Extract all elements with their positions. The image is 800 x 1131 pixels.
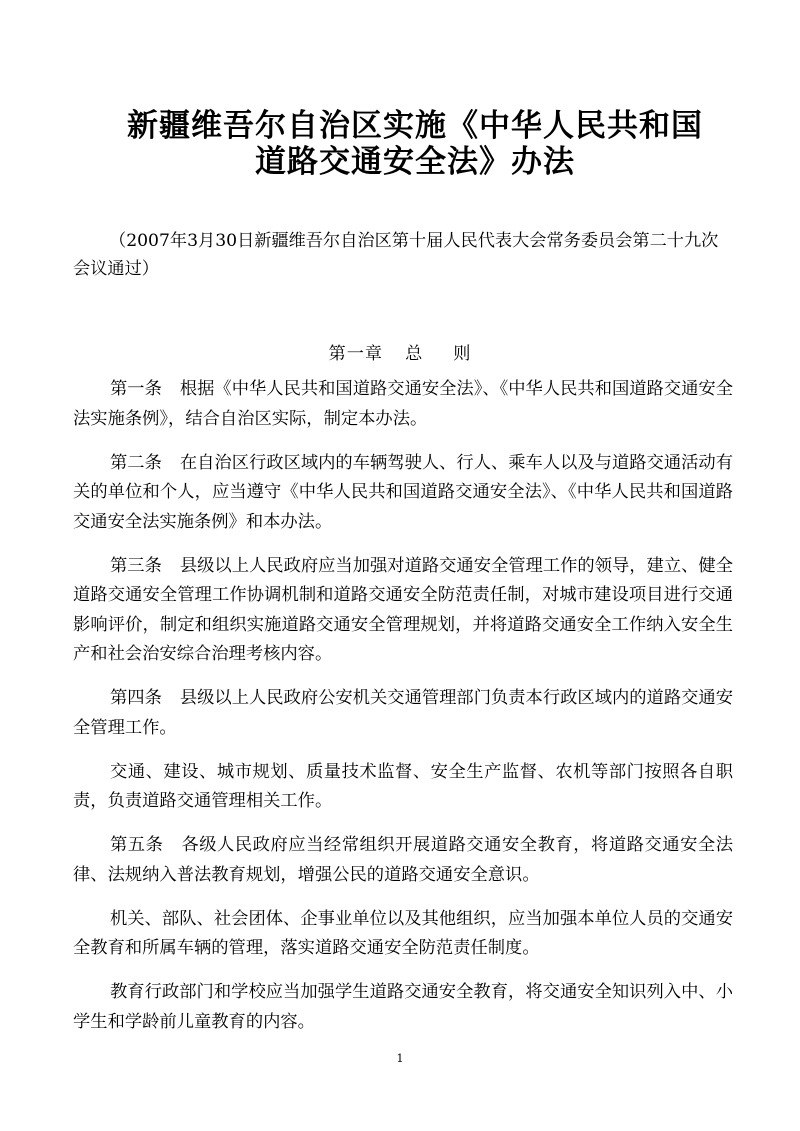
article-label: 第四条 <box>110 688 162 708</box>
article-4-sub-paragraph <box>73 758 733 817</box>
chapter-number: 第一章 <box>328 344 384 364</box>
article-5-sub-paragraph-2 <box>73 978 733 1037</box>
article-4-paragraph <box>73 684 733 743</box>
article-label: 第一条 <box>110 379 162 399</box>
article-2-paragraph <box>73 449 733 538</box>
paragraph-text: 交通、建设、城市规划、质量技术监督、安全生产监督、农机等部门按照各自职责，负责道路交通管理相关工作。 <box>73 761 733 811</box>
article-text: 根据《中华人民共和国道路交通安全法》、《中华人民共和国道路交通安全法实施条例》，结合自治区实际，制定本办法。 <box>73 379 733 429</box>
document-body <box>73 375 733 1052</box>
adoption-note: （2007年3月30日新疆维吾尔自治区第十届人民代表大会常务委员会第二十九次会议通过） <box>73 231 719 279</box>
article-text: 在自治区行政区域内的车辆驾驶人、行人、乘车人以及与道路交通活动有关的单位和个人，应当遵守《中华人民共和国道路交通安全法》、《中华人民共和国道路交通安全法实施条例》和本办法。 <box>73 452 733 532</box>
article-5-sub-paragraph-1 <box>73 905 733 964</box>
article-text: 县级以上人民政府应当加强对道路交通安全管理工作的领导，建立、健全道路交通安全管理工作协调机制和道路交通安全防范责任制，对城市建设项目进行交通影响评价，制定和组织实施道路交通安全管理规划，并将道路交通安全工作纳入安全生产和社会治安综合治理考核内容。 <box>73 555 733 664</box>
article-text: 各级人民政府应当经常组织开展道路交通安全教育，将道路交通安全法律、法规纳入普法教育规划，增强公民的道路交通安全意识。 <box>73 835 733 885</box>
article-5-paragraph <box>73 831 733 890</box>
article-label: 第二条 <box>110 452 162 473</box>
paragraph-text: 教育行政部门和学校应当加强学生道路交通安全教育，将交通安全知识列入中、小学生和学龄前儿童教育的内容。 <box>73 982 733 1032</box>
article-text: 县级以上人民政府公安机关交通管理部门负责本行政区域内的道路交通安全管理工作。 <box>73 688 733 738</box>
chapter-title-char-2: 则 <box>453 344 472 364</box>
article-1-paragraph <box>73 375 733 434</box>
article-label: 第三条 <box>110 555 162 576</box>
document-title-line-1: 新疆维吾尔自治区实施《中华人民共和国 <box>127 108 703 144</box>
paragraph-text: 机关、部队、社会团体、企事业单位以及其他组织，应当加强本单位人员的交通安全教育和所属车辆的管理，落实道路交通安全防范责任制度。 <box>73 908 733 958</box>
page-number: 1 <box>396 1052 404 1065</box>
article-label: 第五条 <box>110 835 164 855</box>
document-title-line-2: 道路交通安全法》办法 <box>255 144 575 180</box>
chapter-title-char-1: 总 <box>405 344 424 364</box>
chapter-heading <box>0 340 800 368</box>
article-3-paragraph <box>73 552 733 670</box>
